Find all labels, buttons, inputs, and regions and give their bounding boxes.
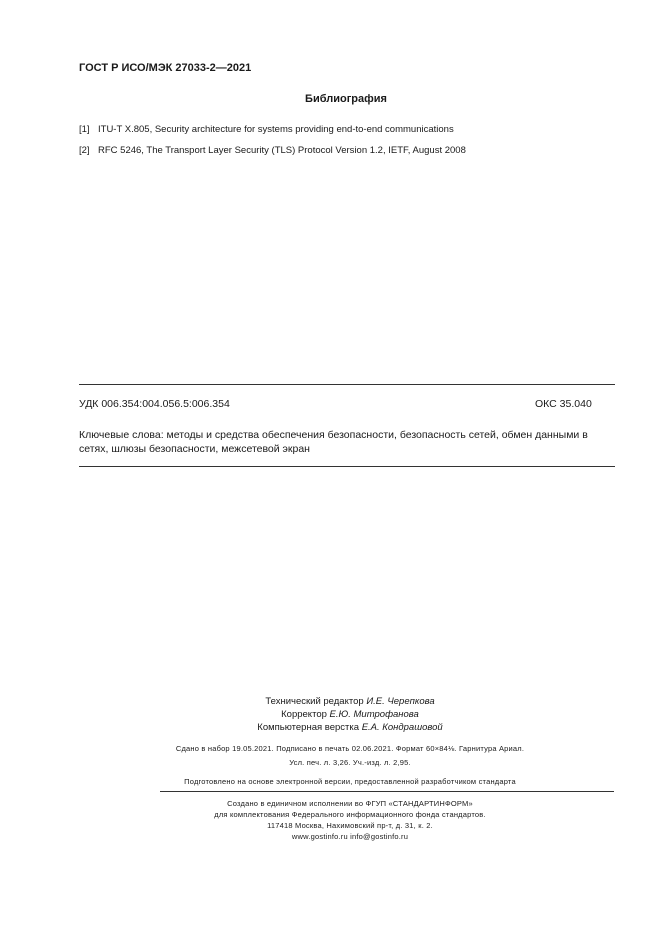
credit-label: Компьютерная верстка <box>257 722 360 733</box>
bibliography-item-number: [2] <box>79 145 90 156</box>
udk-code: УДК 006.354:004.056.5:006.354 <box>79 398 230 410</box>
credit-proofreader <box>160 708 540 721</box>
credit-name: Е.А. Кондрашовой <box>361 722 443 733</box>
credit-name: Е.Ю. Митрофанова <box>329 709 419 720</box>
keywords-line-2: сетях, шлюзы безопасности, межсетевой экран <box>79 443 310 455</box>
credit-layout <box>160 721 540 734</box>
print-info-line-2: Усл. печ. л. 3,26. Уч.-изд. л. 2,95. <box>289 758 411 767</box>
keywords-line-1: Ключевые слова: методы и средства обеспечения безопасности, безопасность сетей, обмен данными в <box>79 429 588 441</box>
publisher-line-4: www.gostinfo.ru info@gostinfo.ru <box>291 832 409 841</box>
print-info <box>100 743 600 768</box>
credit-label: Корректор <box>281 709 327 720</box>
divider-top <box>79 384 615 385</box>
print-info-line-1: Сдано в набор 19.05.2021. Подписано в печать 02.06.2021. Формат 60×84⅛. Гарнитура Ариал. <box>175 744 525 753</box>
credit-tech-editor <box>160 695 540 708</box>
keywords <box>79 428 619 456</box>
bibliography-item-text: ITU-T X.805, Security architecture for systems providing end-to-end communications <box>98 124 454 135</box>
bibliography-item <box>79 145 466 156</box>
publisher-line-2: для комплектования Федерального информационного фонда стандартов. <box>214 810 486 819</box>
standard-code: ГОСТ Р ИСО/МЭК 27033-2—2021 <box>79 62 252 74</box>
bibliography-item-number: [1] <box>79 124 90 135</box>
divider-keywords <box>79 466 615 467</box>
publisher-line-3: 117418 Москва, Нахимовский пр-т, д. 31, к. 2. <box>267 821 433 830</box>
bibliography-item <box>79 124 454 135</box>
divider-bottom <box>160 791 614 792</box>
bibliography-item-text: RFC 5246, The Transport Layer Security (TLS) Protocol Version 1.2, IETF, August 2008 <box>98 145 466 156</box>
publisher-info <box>100 798 600 842</box>
oks-code: ОКС 35.040 <box>535 398 592 410</box>
publisher-line-1: Создано в единичном исполнении во ФГУП «СТАНДАРТИНФОРМ» <box>227 799 473 808</box>
credit-name: И.Е. Черепкова <box>366 696 435 707</box>
prepared-note: Подготовлено на основе электронной версии, предоставленной разработчиком стандарта <box>184 777 516 786</box>
credits <box>160 695 540 734</box>
bibliography-title: Библиография <box>305 93 387 105</box>
credit-label: Технический редактор <box>265 696 364 707</box>
